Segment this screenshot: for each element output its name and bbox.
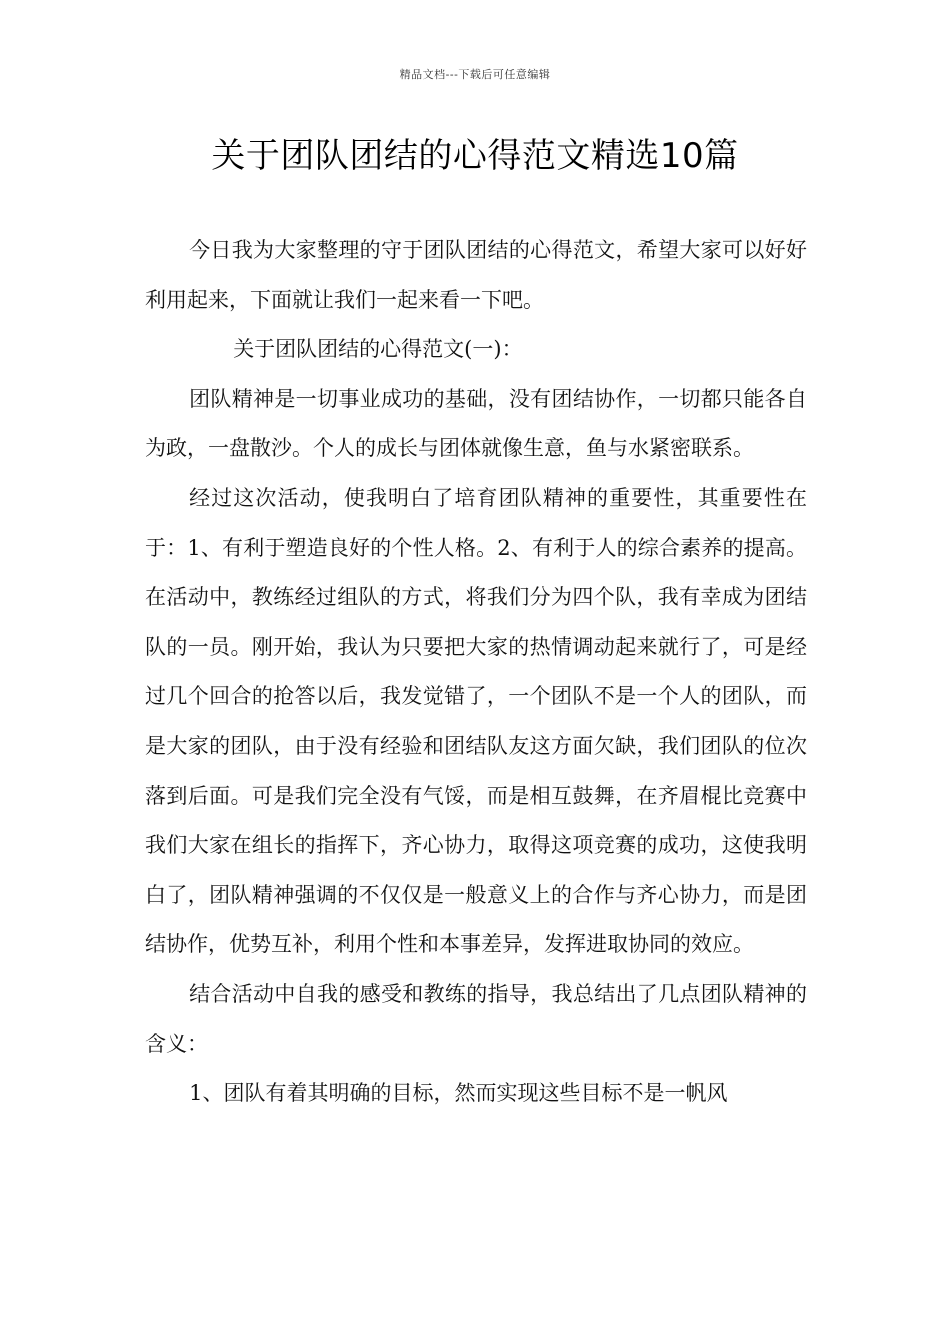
paragraph: 1、团队有着其明确的目标，然而实现这些目标不是一帆风 [189, 1081, 728, 1106]
paragraph: 结合活动中自我的感受和教练的指导，我总结出了几点团队精神的含义： [145, 981, 807, 1056]
paragraph-intro: 今日我为大家整理的守于团队团结的心得范文，希望大家可以好好利用起来，下面就让我们一起来看一下吧。 [145, 238, 807, 312]
document-body [145, 226, 807, 1119]
header-note: 精品文档---下载后可任意编辑 [399, 68, 551, 81]
paragraph: 经过这次活动，使我明白了培育团队精神的重要性，其重要性在于：1、有利于塑造良好的个性人格。2、有利于人的综合素养的提高。在活动中，教练经过组队的方式，将我们分为四个队，我有幸成为团结队的一员。刚开始，我认为只要把大家的热情调动起来就行了，可是经过几个回合的抢答以后，我发觉错了，一个团队不是一个人的团队，而是大家的团队，由于没有经验和团结队友这方面欠缺，我们团队的位次落到后面。可是我们完全没有气馁，而是相互鼓舞，在齐眉棍比竞赛中我们大家在组长的指挥下，齐心协力，取得这项竞赛的成功，这使我明白了，团队精神强调的不仅仅是一般意义上的合作与齐心协力，而是团结协作，优势互补，利用个性和本事差异，发挥进取协同的效应。 [145, 485, 807, 957]
document-title: 关于团队团结的心得范文精选10篇 [211, 136, 739, 176]
section-heading: 关于团队团结的心得范文(一)： [233, 337, 523, 362]
paragraph: 团队精神是一切事业成功的基础，没有团结协作，一切都只能各自为政，一盘散沙。个人的成长与团体就像生意，鱼与水紧密联系。 [145, 386, 807, 461]
